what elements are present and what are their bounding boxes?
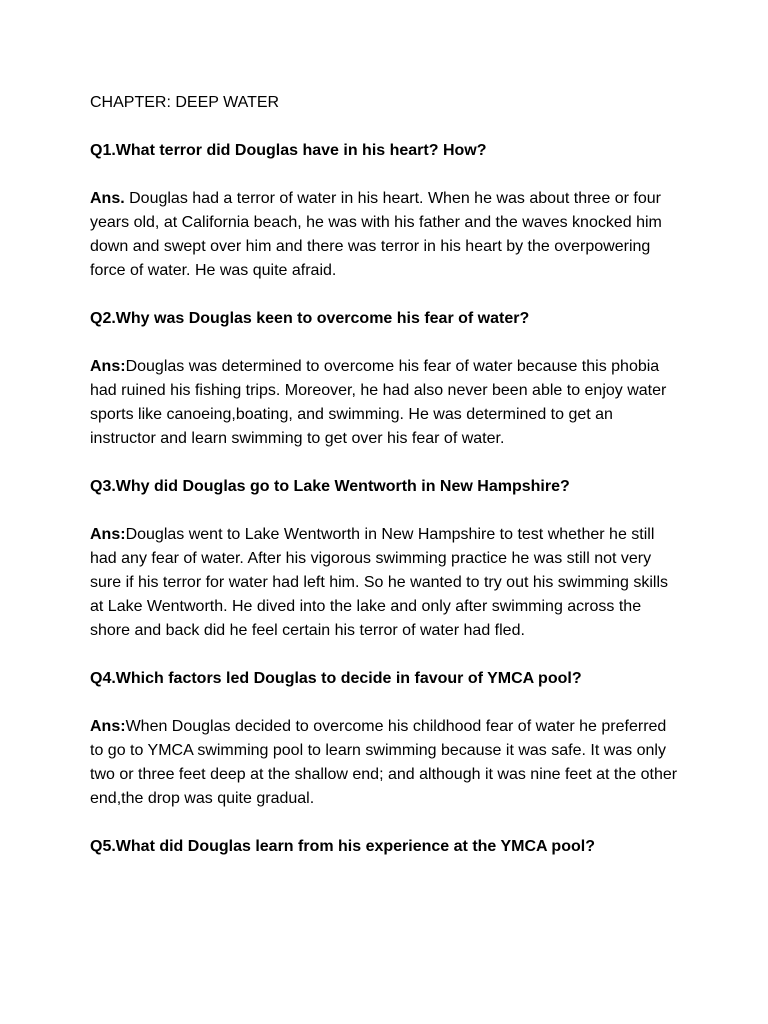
qa-item-3 [90, 475, 680, 643]
answer-label: Ans: [90, 358, 126, 375]
qa-item-1 [90, 139, 680, 283]
question-4: Q4.Which factors led Douglas to decide in favour of YMCA pool? [90, 670, 582, 687]
qa-item-4 [90, 667, 680, 811]
question-5: Q5.What did Douglas learn from his experience at the YMCA pool? [90, 838, 595, 855]
answer-text: When Douglas decided to overcome his childhood fear of water he preferred to go to YMCA swimming pool to learn swimming because it was safe. It was only two or three feet deep at the shallow end; and although it was nine feet at the other end,the drop was quite gradual. [90, 718, 678, 807]
answer-label: Ans. [90, 190, 125, 207]
question-3: Q3.Why did Douglas go to Lake Wentworth in New Hampshire? [90, 478, 570, 495]
qa-item-5 [90, 835, 680, 859]
document-page [90, 91, 680, 883]
chapter-title: CHAPTER: DEEP WATER [90, 94, 280, 111]
answer-text: Douglas had a terror of water in his heart. When he was about three or four years old, at California beach, he was with his father and the waves knocked him down and swept over him and there was terror in his heart by the overpowering force of water. He was quite afraid. [90, 190, 662, 279]
question-1: Q1.What terror did Douglas have in his heart? How? [90, 142, 487, 159]
answer-3 [90, 523, 680, 643]
question-2: Q2.Why was Douglas keen to overcome his fear of water? [90, 310, 530, 327]
qa-item-2 [90, 307, 680, 451]
answer-text: Douglas was determined to overcome his fear of water because this phobia had ruined his fishing trips. Moreover, he had also never been able to enjoy water sports like canoeing,boating, and swimming. He was determined to get an instructor and learn swimming to get over his fear of water. [90, 358, 667, 447]
answer-label: Ans: [90, 526, 126, 543]
answer-label: Ans: [90, 718, 126, 735]
answer-2 [90, 355, 680, 451]
answer-1 [90, 187, 680, 283]
answer-text: Douglas went to Lake Wentworth in New Hampshire to test whether he still had any fear of water. After his vigorous swimming practice he was still not very sure if his terror for water had left him. So he wanted to try out his swimming skills at Lake Wentworth. He dived into the lake and only after swimming across the shore and back did he feel certain his terror of water had fled. [90, 526, 668, 639]
answer-4 [90, 715, 680, 811]
